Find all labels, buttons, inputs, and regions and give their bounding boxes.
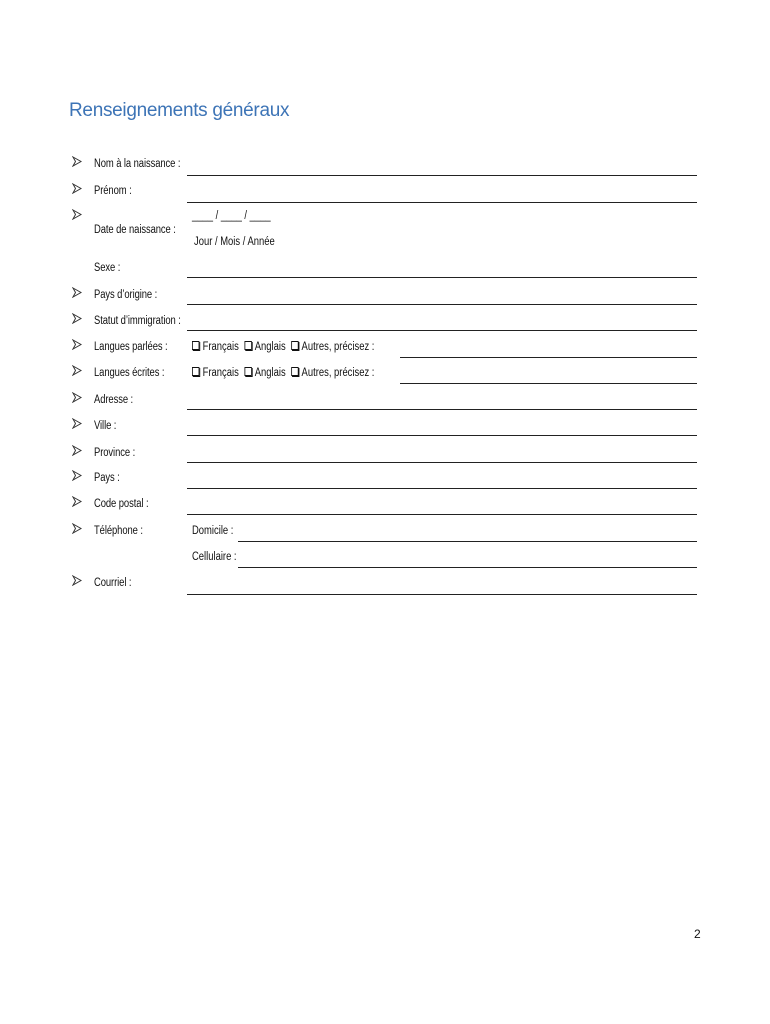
input-prenom[interactable]: [187, 202, 697, 203]
label-code-postal: Code postal :: [94, 498, 149, 510]
label-sexe: Sexe :: [94, 262, 121, 274]
arrow-bullet-icon: [72, 523, 82, 534]
label-telephone: Téléphone :: [94, 525, 143, 537]
checkbox-anglais-parle[interactable]: [244, 341, 251, 350]
label-nom: Nom à la naissance :: [94, 158, 181, 170]
label-langues-ecrites: Langues écrites :: [94, 367, 165, 379]
arrow-bullet-icon: [72, 445, 82, 456]
label-pays: Pays :: [94, 472, 120, 484]
checkbox-anglais-ecrit[interactable]: [244, 367, 251, 376]
label-domicile: Domicile :: [192, 525, 234, 537]
arrow-bullet-icon: [72, 470, 82, 481]
arrow-bullet-icon: [72, 575, 82, 586]
options-langues-parlees: [192, 341, 374, 353]
input-date[interactable]: ____ / ____ / ____: [192, 210, 271, 222]
option-anglais: Anglais: [254, 367, 286, 379]
option-francais: Français: [202, 367, 239, 379]
input-autres-ecrites[interactable]: [400, 383, 697, 384]
arrow-bullet-icon: [72, 365, 82, 376]
arrow-bullet-icon: [72, 496, 82, 507]
label-courriel: Courriel :: [94, 577, 132, 589]
option-autres: Autres, précisez :: [301, 341, 375, 353]
label-cellulaire: Cellulaire :: [192, 551, 237, 563]
checkbox-autres-ecrit[interactable]: [291, 367, 298, 376]
input-cellulaire[interactable]: [238, 567, 697, 568]
input-sexe[interactable]: [187, 277, 697, 278]
page-number: 2: [694, 927, 701, 941]
input-province[interactable]: [187, 462, 697, 463]
arrow-bullet-icon: [72, 209, 82, 220]
input-autres-parlees[interactable]: [400, 357, 697, 358]
input-pays[interactable]: [187, 488, 697, 489]
section-title: Renseignements généraux: [69, 100, 290, 121]
arrow-bullet-icon: [72, 339, 82, 350]
label-prenom: Prénom :: [94, 185, 132, 197]
input-courriel[interactable]: [187, 594, 697, 595]
input-domicile[interactable]: [238, 541, 697, 542]
input-nom[interactable]: [187, 175, 697, 176]
checkbox-autres-parle[interactable]: [291, 341, 298, 350]
label-ville: Ville :: [94, 420, 117, 432]
arrow-bullet-icon: [72, 418, 82, 429]
arrow-bullet-icon: [72, 156, 82, 167]
input-pays-origine[interactable]: [187, 304, 697, 305]
option-autres: Autres, précisez :: [301, 367, 375, 379]
label-langues-parlees: Langues parlées :: [94, 341, 168, 353]
checkbox-francais-ecrit[interactable]: [192, 367, 199, 376]
options-langues-ecrites: [192, 367, 374, 379]
arrow-bullet-icon: [72, 313, 82, 324]
label-pays-origine: Pays d’origine :: [94, 289, 158, 301]
input-statut[interactable]: [187, 330, 697, 331]
arrow-bullet-icon: [72, 392, 82, 403]
input-adresse[interactable]: [187, 409, 697, 410]
input-code-postal[interactable]: [187, 514, 697, 515]
arrow-bullet-icon: [72, 183, 82, 194]
label-province: Province :: [94, 447, 136, 459]
option-anglais: Anglais: [254, 341, 286, 353]
input-ville[interactable]: [187, 435, 697, 436]
checkbox-francais-parle[interactable]: [192, 341, 199, 350]
arrow-bullet-icon: [72, 287, 82, 298]
label-date: Date de naissance :: [94, 224, 176, 236]
option-francais: Français: [202, 341, 239, 353]
date-format-hint: Jour / Mois / Année: [194, 236, 275, 248]
label-statut: Statut d’immigration :: [94, 315, 181, 327]
label-adresse: Adresse :: [94, 394, 134, 406]
